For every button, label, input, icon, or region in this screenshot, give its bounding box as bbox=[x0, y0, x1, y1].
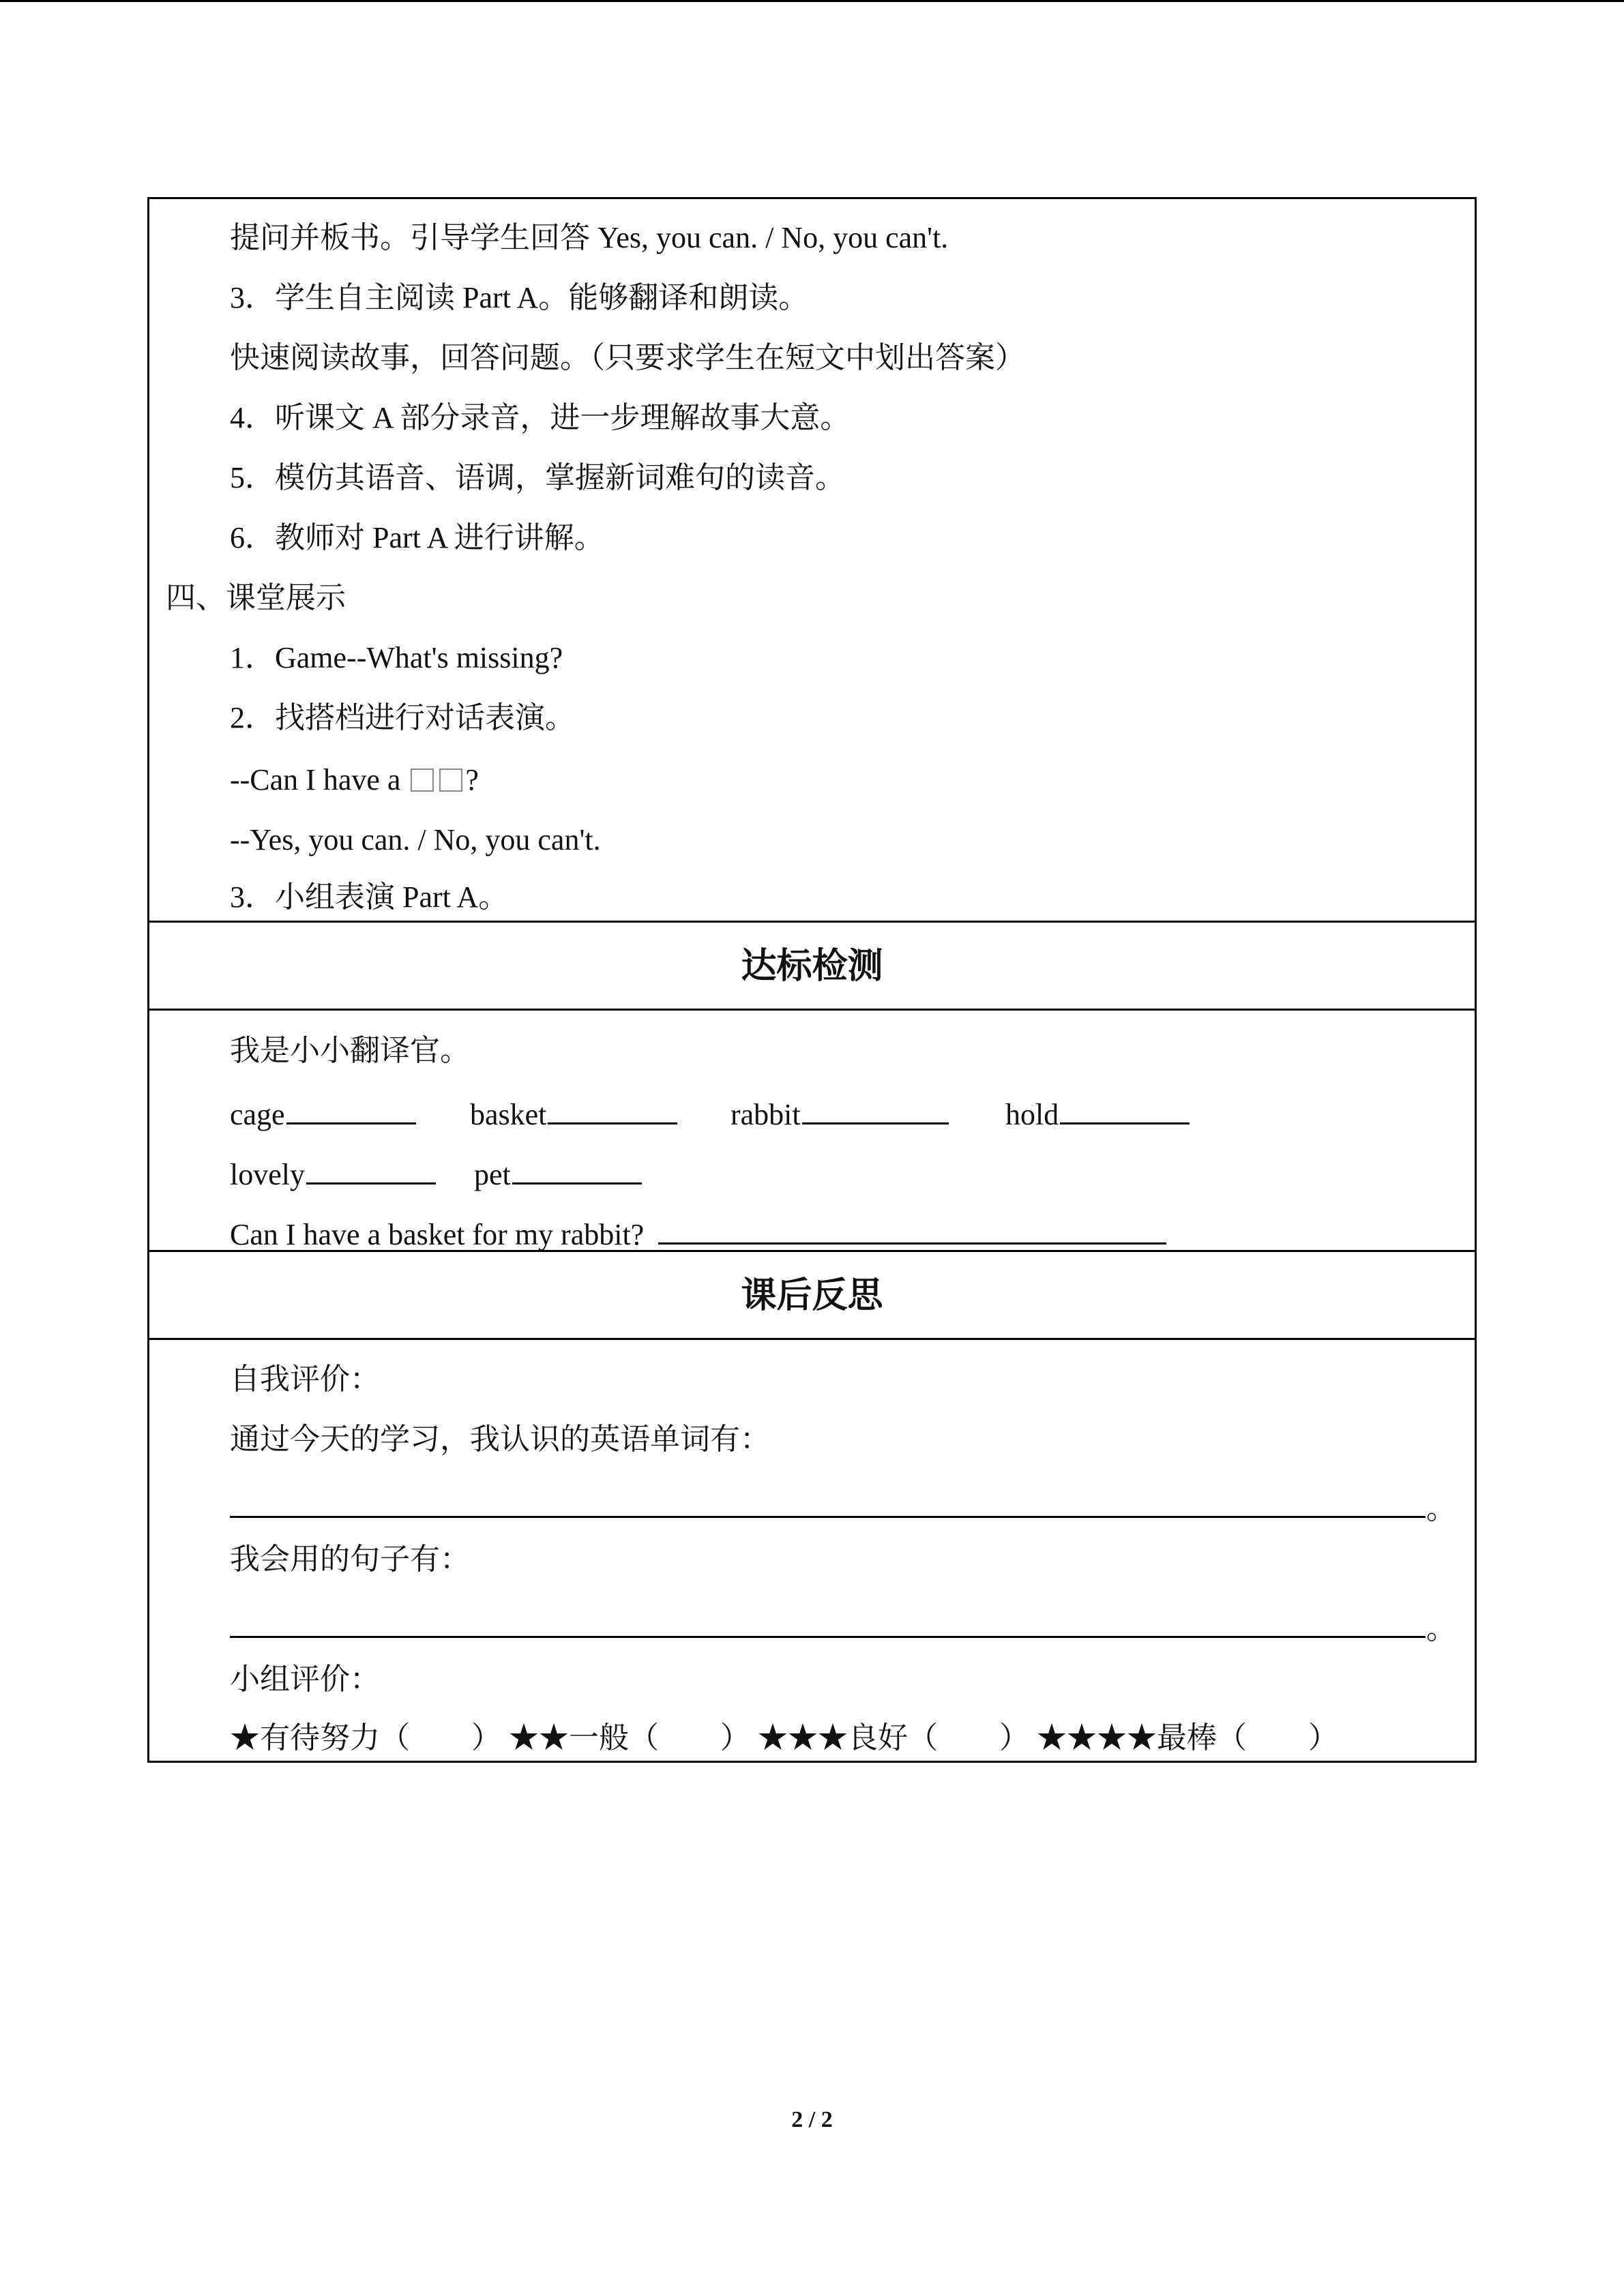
rating-needs-effort[interactable] bbox=[230, 1721, 501, 1755]
rating-label: ★★★良好（ bbox=[758, 1721, 938, 1755]
vocab-rabbit bbox=[730, 1097, 949, 1130]
vocab-word: hold bbox=[1005, 1098, 1059, 1131]
procedure-line-2: 3．学生自主阅读 Part A。能够翻译和朗读。 bbox=[230, 281, 809, 314]
translator-intro: 我是小小翻译官。 bbox=[230, 1034, 470, 1067]
vocab-word: basket bbox=[470, 1098, 547, 1131]
vocab-word: rabbit bbox=[730, 1098, 801, 1131]
answer-blank[interactable] bbox=[512, 1157, 642, 1184]
vocab-lovely bbox=[230, 1157, 436, 1190]
test-heading: 达标检测 bbox=[741, 946, 883, 987]
vocab-word: cage bbox=[230, 1098, 285, 1131]
dialogue-question-text: --Can I have a bbox=[230, 763, 401, 796]
rating-label: ★★一般（ bbox=[509, 1721, 659, 1755]
sentence-text: Can I have a basket for my rabbit? bbox=[230, 1218, 645, 1251]
pair-dialogue-line: 2．找搭档进行对话表演。 bbox=[230, 701, 575, 734]
test-section bbox=[149, 1009, 1475, 1250]
reflection-section bbox=[149, 1338, 1475, 1761]
answer-blank[interactable] bbox=[548, 1097, 677, 1124]
sentences-answer-line[interactable] bbox=[230, 1636, 1426, 1638]
sentences-prompt: 我会用的句子有： bbox=[230, 1542, 470, 1576]
rating-best[interactable] bbox=[1037, 1721, 1338, 1755]
rating-close: ） bbox=[999, 1721, 1029, 1755]
reflection-heading-row bbox=[149, 1250, 1475, 1338]
dialogue-question bbox=[230, 765, 479, 795]
rating-label: ★有待努力（ bbox=[230, 1721, 410, 1755]
answer-blank[interactable] bbox=[1060, 1097, 1190, 1124]
section4-title: 四、课堂展示 bbox=[166, 581, 346, 614]
group-performance-line: 3．小组表演 Part A。 bbox=[230, 880, 509, 914]
page-top-rule bbox=[0, 0, 1624, 2]
rating-close: ） bbox=[1308, 1721, 1338, 1755]
answer-blank[interactable] bbox=[306, 1157, 436, 1184]
procedure-line-1: 提问并板书。引导学生回答 Yes, you can. / No, you can't. bbox=[230, 221, 949, 254]
procedure-line-6: 6．教师对 Part A 进行讲解。 bbox=[230, 521, 604, 554]
vocab-cage bbox=[230, 1097, 416, 1130]
rating-good[interactable] bbox=[758, 1721, 1029, 1755]
rating-close: ） bbox=[720, 1721, 750, 1755]
dialogue-answer: --Yes, you can. / No, you can't. bbox=[230, 823, 601, 856]
group-eval-label: 小组评价： bbox=[230, 1663, 380, 1696]
vocab-pet bbox=[474, 1157, 642, 1190]
words-prompt: 通过今天的学习，我认识的英语单词有： bbox=[230, 1422, 770, 1456]
sentence-answer-blank[interactable] bbox=[658, 1217, 1166, 1244]
procedure-line-4: 4．听课文 A 部分录音，进一步理解故事大意。 bbox=[230, 401, 851, 434]
page-number: 2 / 2 bbox=[791, 2107, 833, 2132]
rating-row bbox=[230, 1723, 1338, 1753]
game-line: 1．Game--What's missing? bbox=[230, 641, 563, 674]
test-heading-row bbox=[149, 921, 1475, 1009]
rating-average[interactable] bbox=[509, 1721, 750, 1755]
words-answer-line[interactable] bbox=[230, 1516, 1426, 1518]
answer-blank[interactable] bbox=[286, 1097, 416, 1124]
procedure-section bbox=[149, 199, 1475, 921]
procedure-line-5: 5．模仿其语音、语调，掌握新词难句的读音。 bbox=[230, 461, 845, 494]
translation-sentence bbox=[230, 1217, 1166, 1250]
missing-glyph-box bbox=[439, 769, 462, 792]
vocab-word: pet bbox=[474, 1158, 511, 1191]
rating-label: ★★★★最棒（ bbox=[1037, 1721, 1247, 1755]
vocab-hold bbox=[1005, 1097, 1190, 1130]
rating-close: ） bbox=[471, 1721, 501, 1755]
lesson-table bbox=[147, 197, 1477, 1763]
words-period: 。 bbox=[1426, 1492, 1456, 1525]
vocab-basket bbox=[470, 1097, 677, 1130]
answer-blank[interactable] bbox=[802, 1097, 949, 1124]
missing-glyph-box bbox=[411, 769, 434, 792]
vocab-word: lovely bbox=[230, 1158, 305, 1191]
sentences-period: 。 bbox=[1426, 1612, 1456, 1645]
procedure-line-3: 快速阅读故事，回答问题。（只要求学生在短文中划出答案） bbox=[230, 341, 1025, 374]
dialogue-question-mark: ? bbox=[465, 763, 479, 796]
reflection-heading: 课后反思 bbox=[741, 1275, 883, 1316]
self-eval-label: 自我评价： bbox=[230, 1362, 380, 1396]
